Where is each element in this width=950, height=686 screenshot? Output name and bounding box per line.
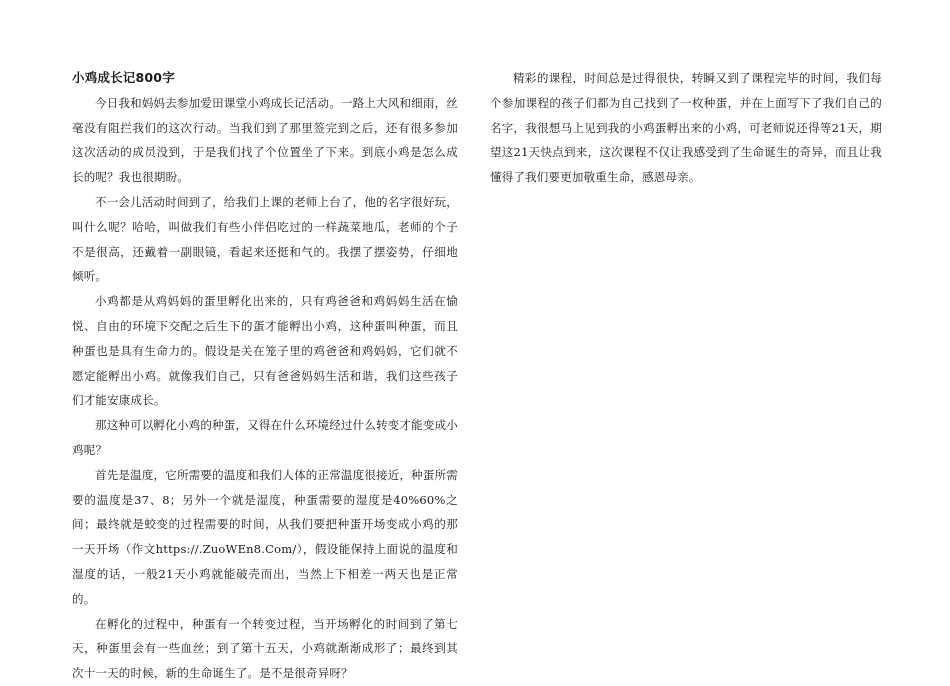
document-title: 小鸡成长记800字 bbox=[72, 70, 175, 85]
paragraph: 精彩的课程，时间总是过得很快，转瞬又到了课程完毕的时间，我们每个参加课程的孩子们都为自己找到了一枚种蛋，并在上面写下了我们自己的名字，我很想马上见到我的小鸡蛋孵出来的小鸡，可老师说还得等21天，期望这21天快点到来，这次课程不仅让我感受到了生命诞生的奇异，而且让我懂得了我们要更加敬重生命，感恩母亲。 bbox=[490, 71, 882, 185]
left-column bbox=[72, 66, 458, 686]
paragraph: 今日我和妈妈去参加爱田课堂小鸡成长记活动。一路上大风和细雨，丝毫没有阻拦我们的这次行动。当我们到了那里签完到之后，还有很多参加这次活动的成员没到，于是我们找了个位置坐了下来。到底小鸡是怎么成长的呢？我也很期盼。 bbox=[72, 95, 458, 185]
right-column bbox=[490, 66, 882, 190]
paragraph: 小鸡都是从鸡妈妈的蛋里孵化出来的，只有鸡爸爸和鸡妈妈生活在愉悦、自由的环境下交配之后生下的蛋才能孵出小鸡，这种蛋叫种蛋，而且种蛋也是具有生命力的。假设是关在笼子里的鸡爸爸和鸡妈妈，它们就不愿定能孵出小鸡。就像我们自己，只有爸爸妈妈生活和谐，我们这些孩子们才能安康成长。 bbox=[72, 294, 458, 408]
paragraph: 首先是温度，它所需要的温度和我们人体的正常温度很接近，种蛋所需要的温度是37、8；另外一个就是湿度，种蛋需要的湿度是40%60%之间；最终就是蛟变的过程需要的时间，从我们要把种蛋开场变成小鸡的那一天开场（作文https://.ZuoWEn8.Com/），假设能保持上面说的温度和湿度的话，一般21天小鸡就能破壳而出，当然上下相差一两天也是正常的。 bbox=[72, 467, 458, 606]
paragraph: 那这种可以孵化小鸡的种蛋，又得在什么环境经过什么转变才能变成小鸡呢？ bbox=[72, 418, 458, 457]
paragraph: 不一会儿活动时间到了，给我们上课的老师上台了，他的名字很好玩，叫什么呢？哈哈，叫做我们有些小伴侣吃过的一样蔬菜地瓜，老师的个子不是很高，还戴着一副眼镜，看起来还挺和气的。我摆了摆姿势，仔细地倾听。 bbox=[72, 194, 458, 284]
paragraph: 在孵化的过程中，种蛋有一个转变过程，当开场孵化的时间到了第七天，种蛋里会有一些血丝；到了第十五天，小鸡就渐渐成形了；最终到其次十一天的时候，新的生命诞生了。是不是很奇异呀？ bbox=[72, 616, 458, 681]
